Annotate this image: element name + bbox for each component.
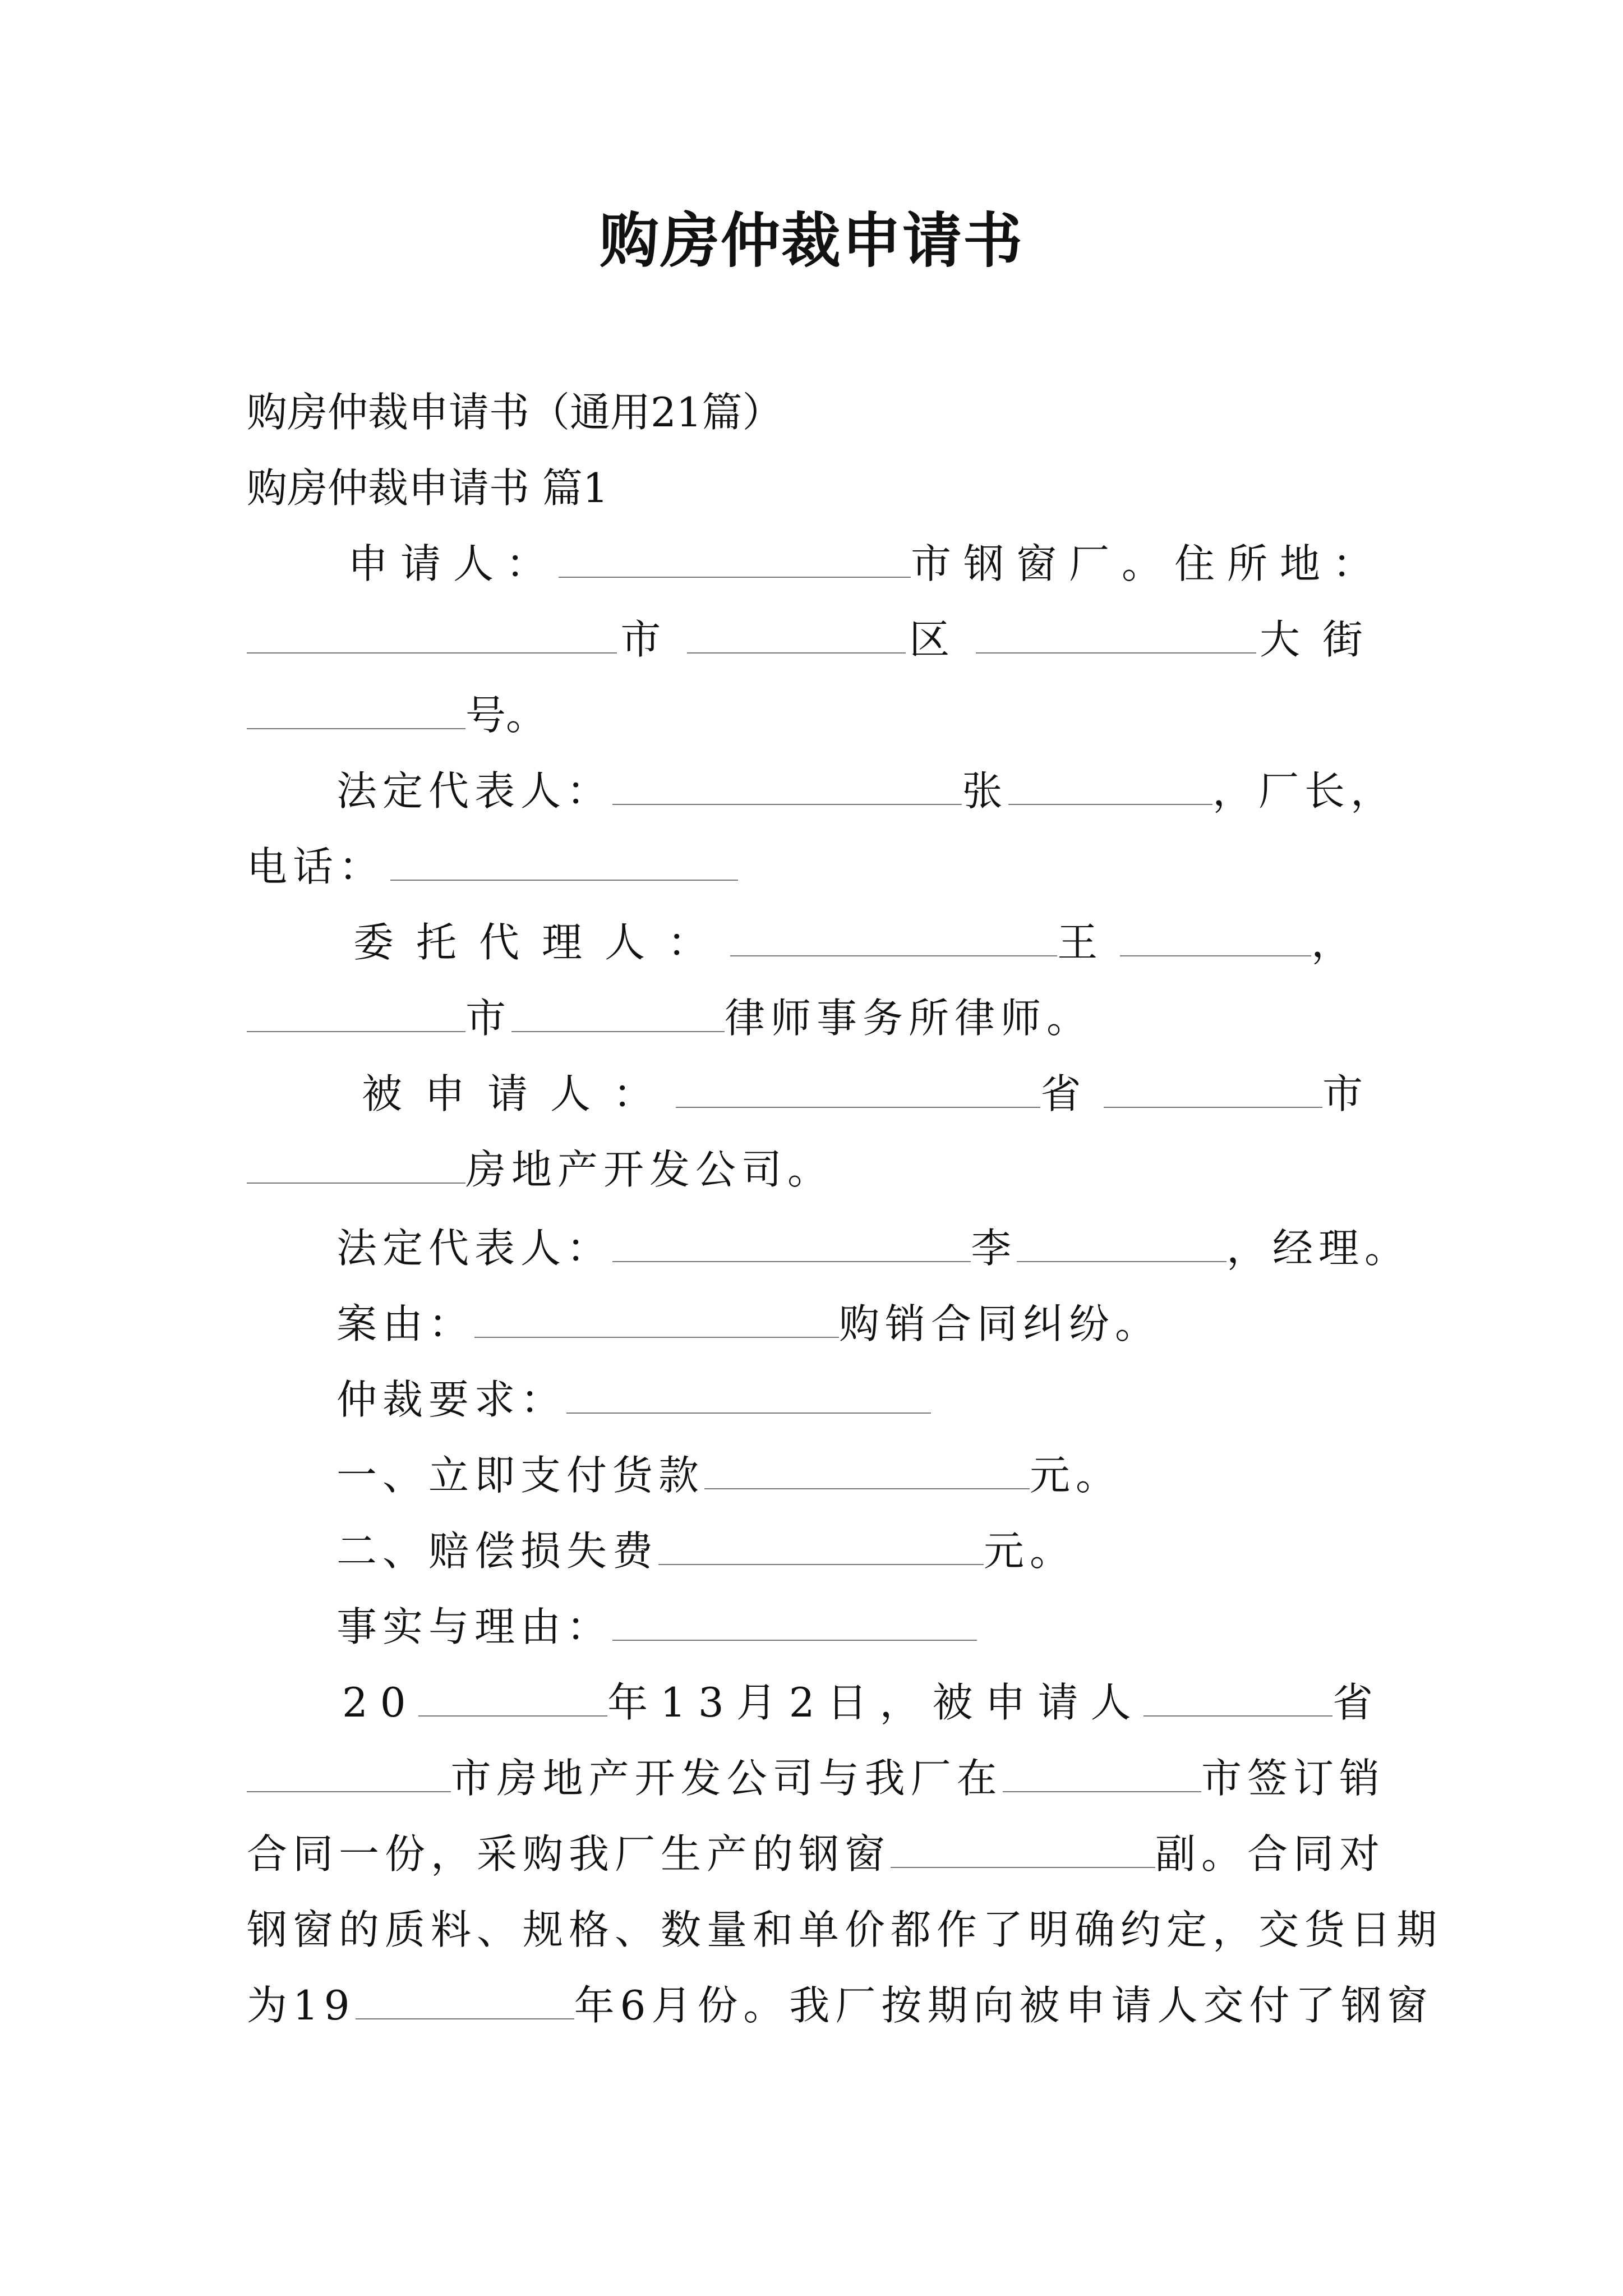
agent-province-blank xyxy=(247,996,465,1032)
legal-rep-1-surname: 张 xyxy=(962,767,1008,815)
agent-line-1 xyxy=(353,914,1374,970)
cause-label: 案由： xyxy=(336,1300,475,1347)
phone-label: 电话： xyxy=(247,843,385,890)
applicant-line-3 xyxy=(247,687,546,743)
facts-year-prefix: 20 xyxy=(342,1679,418,1726)
address-number-text: 号。 xyxy=(465,692,547,739)
phone-blank xyxy=(390,845,738,881)
agent-surname: 王 xyxy=(1057,919,1121,966)
facts-province-text: 省 xyxy=(1332,1679,1385,1726)
facts-paragraph-line-5 xyxy=(247,1977,1433,2033)
applicant-label: 申请人： xyxy=(348,540,559,587)
claim-item-1-suffix: 元。 xyxy=(1030,1452,1122,1499)
respondent-province-blank xyxy=(1104,1072,1322,1108)
claim-item-1-amount-blank xyxy=(704,1453,1030,1489)
claims-blank xyxy=(566,1378,931,1414)
cause-line xyxy=(336,1296,1161,1352)
facts-city-blank xyxy=(247,1756,451,1792)
facts-year2-prefix: 为19 xyxy=(247,1982,356,2029)
address-street-text: 大街 xyxy=(1259,616,1385,663)
agent-name-blank xyxy=(1120,921,1311,956)
facts-blank xyxy=(612,1605,977,1641)
facts-quantity-blank xyxy=(891,1832,1155,1868)
respondent-city-blank xyxy=(247,1148,465,1184)
facts-paragraph-line-2 xyxy=(247,1750,1385,1806)
legal-rep-1-name-blank xyxy=(1008,769,1212,805)
facts-text-5: 年6月份。我厂按期向被申请人交付了钢窗 xyxy=(574,1982,1433,2029)
facts-paragraph-line-1 xyxy=(342,1674,1385,1731)
agent-line-2 xyxy=(247,990,1092,1046)
legal-rep-2-title: ，经理。 xyxy=(1226,1225,1410,1272)
applicant-line-1 xyxy=(348,536,1385,592)
page-title: 购房仲裁申请书 xyxy=(600,206,1023,275)
respondent-province-text: 省 xyxy=(1040,1070,1104,1117)
section-heading: 购房仲裁申请书 篇1 xyxy=(247,464,608,512)
facts-paragraph-line-3 xyxy=(247,1826,1385,1882)
address-province-blank xyxy=(247,618,617,654)
facts-year2-blank xyxy=(356,1984,574,2019)
agent-city-text: 市 xyxy=(465,995,512,1042)
address-street-blank xyxy=(976,618,1256,654)
claims-label: 仲裁要求： xyxy=(336,1376,567,1423)
agent-city-blank xyxy=(511,996,725,1032)
claim-item-2-suffix: 元。 xyxy=(984,1527,1076,1575)
facts-text-2b: 市签订销 xyxy=(1201,1755,1385,1802)
legal-rep-1-line-1 xyxy=(336,763,1396,819)
facts-line xyxy=(336,1599,977,1655)
applicant-factory-text: 市钢窗厂。住所地： xyxy=(910,540,1385,587)
applicant-name-blank xyxy=(559,542,911,578)
agent-label: 委托代理人： xyxy=(353,919,731,966)
facts-year-blank xyxy=(418,1681,607,1717)
claim-item-1 xyxy=(336,1447,1122,1503)
legal-rep-2-company-blank xyxy=(612,1226,971,1262)
legal-rep-1-company-blank xyxy=(612,769,962,805)
subtitle: 购房仲裁申请书（通用21篇） xyxy=(247,389,783,436)
cause-text: 购销合同纠纷。 xyxy=(839,1300,1161,1347)
facts-text-2a: 市房地产开发公司与我厂在 xyxy=(450,1755,1003,1802)
facts-text-4: 钢窗的质料、规格、数量和单价都作了明确约定，交货日期 xyxy=(247,1906,1443,1953)
facts-respondent-blank xyxy=(1144,1681,1332,1717)
cause-blank xyxy=(474,1302,839,1338)
respondent-name-blank xyxy=(676,1072,1040,1108)
legal-rep-2-line xyxy=(336,1220,1410,1276)
legal-rep-2-label: 法定代表人： xyxy=(336,1225,613,1272)
facts-text-3a: 合同一份，采购我厂生产的钢窗 xyxy=(247,1830,891,1878)
respondent-city-text: 市 xyxy=(1322,1070,1385,1117)
claim-item-1-prefix: 一、立即支付货款 xyxy=(336,1452,705,1499)
facts-sign-city-blank xyxy=(1003,1756,1201,1792)
facts-date-text: 年13月2日，被申请人 xyxy=(607,1679,1144,1726)
address-city-blank xyxy=(687,618,906,654)
claim-item-2-amount-blank xyxy=(658,1529,984,1565)
facts-paragraph-line-4 xyxy=(247,1902,1443,1958)
facts-text-3b: 副。合同对 xyxy=(1155,1830,1385,1878)
respondent-line-2 xyxy=(247,1142,833,1198)
legal-rep-2-name-blank xyxy=(1017,1226,1227,1262)
respondent-line-1 xyxy=(362,1066,1385,1122)
claims-line xyxy=(336,1372,931,1428)
address-district-text: 区 xyxy=(909,616,972,663)
legal-rep-2-surname: 李 xyxy=(971,1225,1017,1272)
respondent-label: 被申请人： xyxy=(362,1070,676,1117)
legal-rep-1-title: ，厂长， xyxy=(1212,767,1396,815)
facts-label: 事实与理由： xyxy=(336,1603,613,1650)
legal-rep-1-label: 法定代表人： xyxy=(336,767,613,815)
claim-item-2 xyxy=(336,1523,1076,1579)
legal-rep-1-line-2 xyxy=(247,839,738,895)
address-number-blank xyxy=(247,693,465,729)
agent-comma: ， xyxy=(1311,919,1374,966)
address-city-text: 市 xyxy=(620,616,684,663)
agent-company-blank xyxy=(730,921,1057,956)
claim-item-2-prefix: 二、赔偿损失费 xyxy=(336,1527,659,1575)
agent-firm-text: 律师事务所律师。 xyxy=(725,995,1093,1042)
applicant-line-2 xyxy=(247,611,1385,668)
respondent-company-text: 房地产开发公司。 xyxy=(465,1146,834,1193)
